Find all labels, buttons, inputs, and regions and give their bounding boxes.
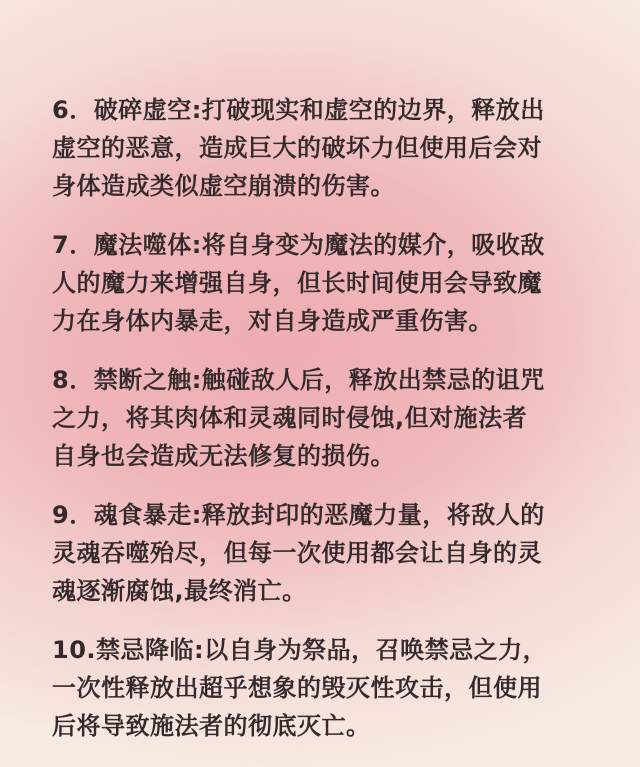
spell-item-6 <box>52 91 597 205</box>
spell-item-9 <box>52 496 597 610</box>
spell-item-8 <box>52 361 597 475</box>
spell-text-line: 6．破碎虚空:打破现实和虚空的边界，释放出 <box>52 96 545 124</box>
spell-text-line: 9．魂食暴走:释放封印的恶魔力量，将敌人的 <box>52 501 545 529</box>
spell-text-line: 8．禁断之触:触碰敌人后，释放出禁忌的诅咒 <box>52 366 545 394</box>
spell-text-line: 后将导致施法者的彻底灭亡。 <box>52 712 371 740</box>
spell-text-line: 一次性释放出超乎想象的毁灭性攻击，但使用 <box>52 674 542 702</box>
spell-text-line: 虚空的恶意，造成巨大的破坏力但使用后会对 <box>52 134 542 162</box>
spell-text-line: 魂逐渐腐蚀,最终消亡。 <box>52 577 307 605</box>
spell-text-line: 自身也会造成无法修复的损伤。 <box>52 442 395 470</box>
spell-text-line: 之力，将其肉体和灵魂同时侵蚀,但对施法者 <box>52 404 528 432</box>
spell-text-line: 7．魔法噬体:将自身变为魔法的媒介，吸收敌 <box>52 231 545 259</box>
spell-text-line: 身体造成类似虚空崩溃的伤害。 <box>52 172 395 200</box>
spell-item-10 <box>52 631 597 745</box>
spell-text-line: 灵魂吞噬殆尽，但每一次使用都会让自身的灵 <box>52 539 542 567</box>
spell-text-line: 人的魔力来增强自身，但长时间使用会导致魔 <box>52 269 542 297</box>
spell-text-line: 力在身体内暴走，对自身造成严重伤害。 <box>52 307 493 335</box>
spell-list <box>52 91 597 766</box>
spell-item-7 <box>52 226 597 340</box>
spell-text-line: 10.禁忌降临:以自身为祭品，召唤禁忌之力， <box>52 636 548 664</box>
